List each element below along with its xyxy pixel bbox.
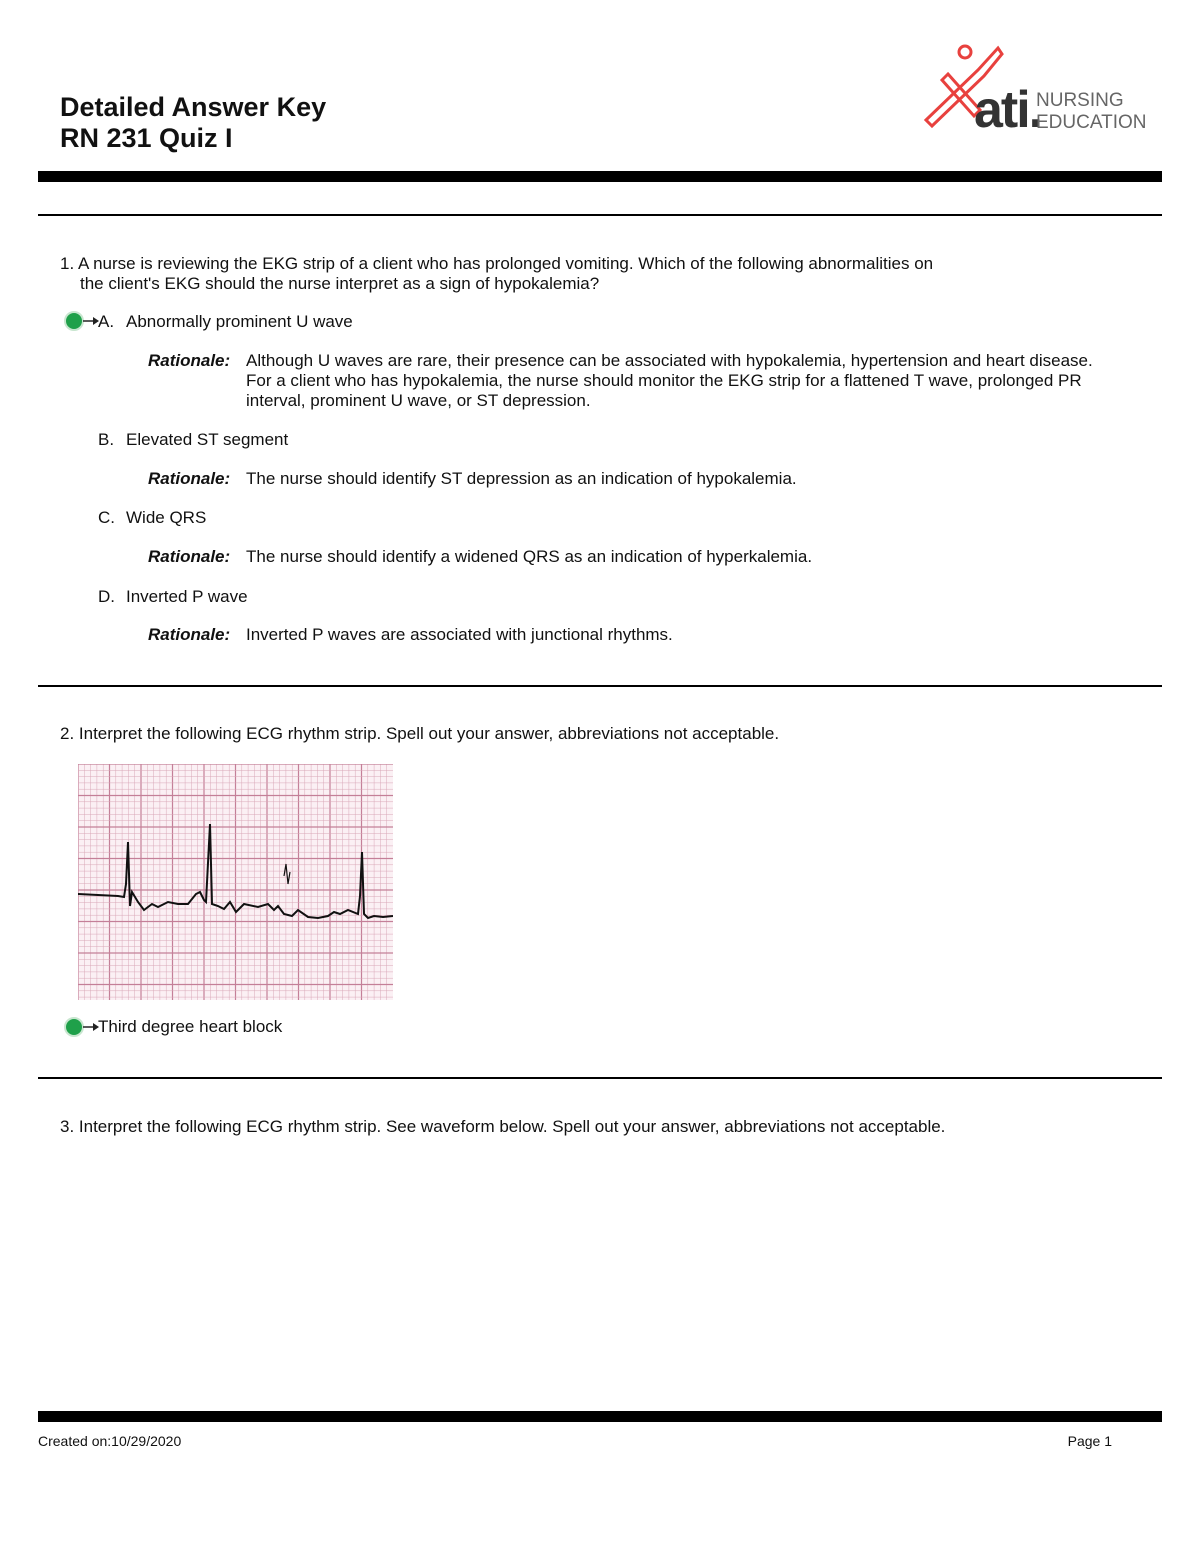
rationale-label: Rationale: xyxy=(148,625,231,644)
choice-d-letter: D. xyxy=(98,587,115,606)
rationale-b-text: The nurse should identify ST depression as an indication of hypokalemia. xyxy=(246,469,797,488)
choice-c xyxy=(98,508,206,528)
logo-wordmark: ati. xyxy=(974,81,1042,139)
choice-c-text: Wide QRS xyxy=(126,508,207,527)
question-2-text: 2. Interpret the following ECG rhythm strip. Spell out your answer, abbreviations not acceptable. xyxy=(60,724,780,743)
question-2-answer: Third degree heart block xyxy=(98,1017,283,1036)
rationale-a xyxy=(148,351,1108,411)
logo-subtitle-line1: NURSING xyxy=(1036,90,1124,111)
section-divider xyxy=(38,685,1162,687)
choice-d xyxy=(98,587,248,607)
question-1-text xyxy=(60,254,1120,294)
question-3-text: 3. Interpret the following ECG rhythm strip. See waveform below. Spell out your answer, abbreviations not acceptable. xyxy=(60,1117,946,1136)
section-divider xyxy=(38,1077,1162,1079)
rationale-d-text: Inverted P waves are associated with junctional rhythms. xyxy=(246,625,673,644)
choice-d-text: Inverted P wave xyxy=(126,587,248,606)
choice-a-text: Abnormally prominent U wave xyxy=(126,312,353,331)
logo-subtitle-line2: EDUCATION xyxy=(1036,112,1147,133)
ecg-rhythm-strip xyxy=(78,764,393,1000)
title-line-2: RN 231 Quiz I xyxy=(60,123,233,153)
footer-divider xyxy=(38,1411,1162,1422)
choice-b-text: Elevated ST segment xyxy=(126,430,289,449)
document-title xyxy=(60,92,326,154)
choice-b-letter: B. xyxy=(98,430,115,449)
choice-a xyxy=(98,312,353,332)
question-1-continuation: the client's EKG should the nurse interpret as a sign of hypokalemia? xyxy=(80,274,600,293)
correct-answer-marker-icon xyxy=(62,311,100,331)
choice-a-letter: A. xyxy=(98,312,115,331)
created-date: Created on:10/29/2020 xyxy=(38,1433,182,1449)
rationale-c-text: The nurse should identify a widened QRS as an indication of hyperkalemia. xyxy=(246,547,813,566)
rationale-d xyxy=(148,625,1108,645)
rationale-label: Rationale: xyxy=(148,351,231,370)
rationale-label: Rationale: xyxy=(148,547,231,566)
title-line-1: Detailed Answer Key xyxy=(60,92,327,122)
logo-subtitle xyxy=(1036,90,1146,134)
question-1-line: 1. A nurse is reviewing the EKG strip of a client who has prolonged vomiting. Which of the following abnormalities on xyxy=(60,254,934,273)
section-divider xyxy=(38,214,1162,216)
rationale-label: Rationale: xyxy=(148,469,231,488)
choice-c-letter: C. xyxy=(98,508,115,527)
rationale-c xyxy=(148,547,1108,567)
header-divider xyxy=(38,171,1162,182)
rationale-a-text: Although U waves are rare, their presence can be associated with hypokalemia, hypertension and heart disease. For a client who has hypokalemia, the nurse should monitor the EKG strip for a flattened T wave, prolonged PR interval, prominent U wave, or ST depression. xyxy=(246,351,1093,410)
page-number: Page 1 xyxy=(1067,1433,1112,1449)
rationale-b xyxy=(148,469,1108,489)
choice-b xyxy=(98,430,288,450)
ati-logo xyxy=(918,40,1147,140)
correct-answer-marker-icon xyxy=(62,1017,100,1037)
